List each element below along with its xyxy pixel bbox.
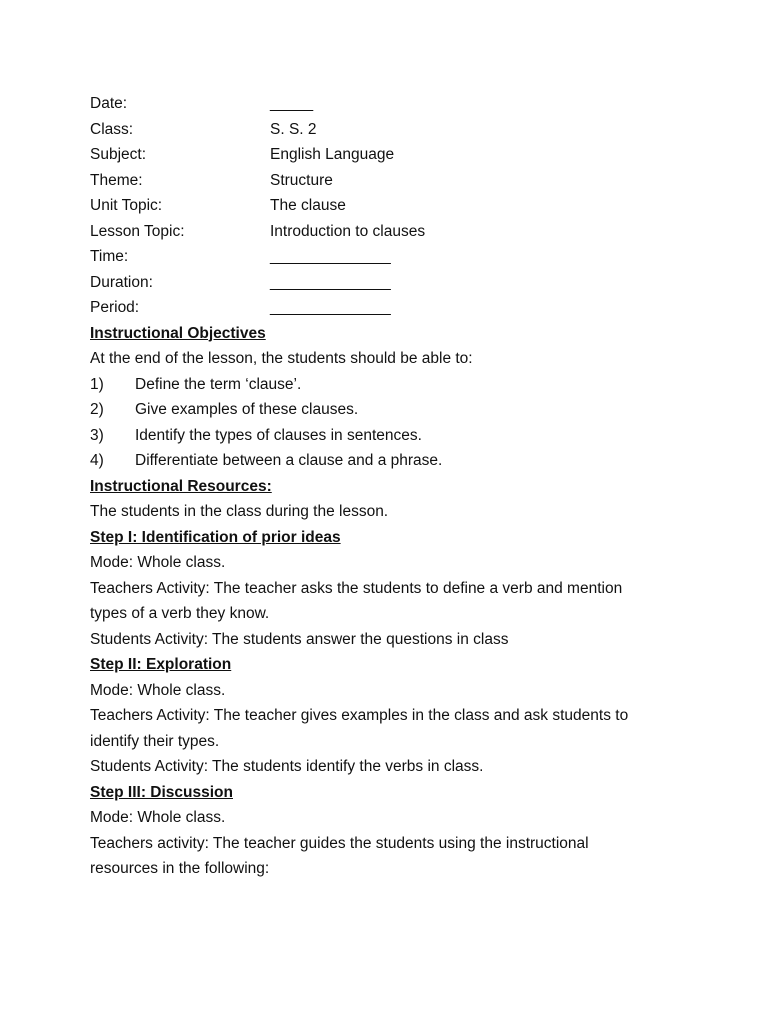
step-3-teachers-activity: Teachers activity: The teacher guides the students using the instructional resources in the following: [90,834,589,877]
header-row-class [90,117,690,143]
step-2-students-activity: Students Activity: The students identify the verbs in class. [90,758,484,775]
step-1-section [90,525,690,653]
header-row-lesson-topic [90,219,690,245]
header-label: Class: [90,120,134,138]
header-row-duration [90,270,690,296]
header-value: ______________ [270,273,391,291]
header-label: Lesson Topic: [90,222,185,240]
header-value: The clause [270,197,346,214]
objective-number: 1) [90,375,104,393]
header-row-period [90,295,690,321]
objective-number: 3) [90,426,104,444]
objective-text: Give examples of these clauses. [135,401,359,418]
lesson-plan-document [90,91,690,882]
header-label: Time: [90,248,129,265]
step-2-teachers-activity: Teachers Activity: The teacher gives examples in the class and ask students to identify their types. [90,707,629,750]
header-label: Duration: [90,273,153,291]
step-2-heading: Step II: Exploration [90,656,232,673]
header-label: Unit Topic: [90,197,163,214]
objectives-heading: Instructional Objectives [90,324,266,342]
step-3-section [90,780,690,882]
objective-number: 4) [90,452,104,469]
step-3-mode: Mode: Whole class. [90,809,226,826]
objective-text: Differentiate between a clause and a phrase. [135,452,443,469]
step-1-teachers-activity: Teachers Activity: The teacher asks the students to define a verb and mention types of a verb they know. [90,579,623,622]
objective-item [90,397,690,423]
header-value: ______________ [270,248,391,265]
lesson-header [90,91,690,321]
objective-item [90,448,690,474]
header-label: Theme: [90,171,143,189]
header-row-unit-topic [90,193,690,219]
resources-text: The students in the class during the lesson. [90,503,389,520]
objective-text: Identify the types of clauses in sentences. [135,426,422,444]
step-1-students-activity: Students Activity: The students answer the questions in class [90,630,509,648]
header-value: ______________ [270,299,391,316]
objectives-section [90,321,690,474]
header-label: Period: [90,299,140,316]
header-value: S. S. 2 [270,120,317,138]
objectives-intro: At the end of the lesson, the students should be able to: [90,350,473,367]
header-value: _____ [270,95,314,112]
objective-item [90,372,690,398]
header-value: English Language [270,146,395,163]
step-2-mode: Mode: Whole class. [90,681,226,699]
header-label: Subject: [90,146,147,163]
header-label: Date: [90,95,128,112]
header-row-date [90,91,690,117]
header-row-subject [90,142,690,168]
objective-text: Define the term ‘clause’. [135,375,302,393]
resources-heading: Instructional Resources: [90,477,272,495]
objective-item [90,423,690,449]
step-3-heading: Step III: Discussion [90,783,233,801]
step-1-mode: Mode: Whole class. [90,554,226,571]
header-row-time [90,244,690,270]
header-value: Structure [270,171,333,189]
resources-section [90,474,690,525]
header-row-theme [90,168,690,194]
header-value: Introduction to clauses [270,222,426,240]
step-2-section [90,652,690,780]
objective-number: 2) [90,401,104,418]
step-1-heading: Step I: Identification of prior ideas [90,528,341,546]
